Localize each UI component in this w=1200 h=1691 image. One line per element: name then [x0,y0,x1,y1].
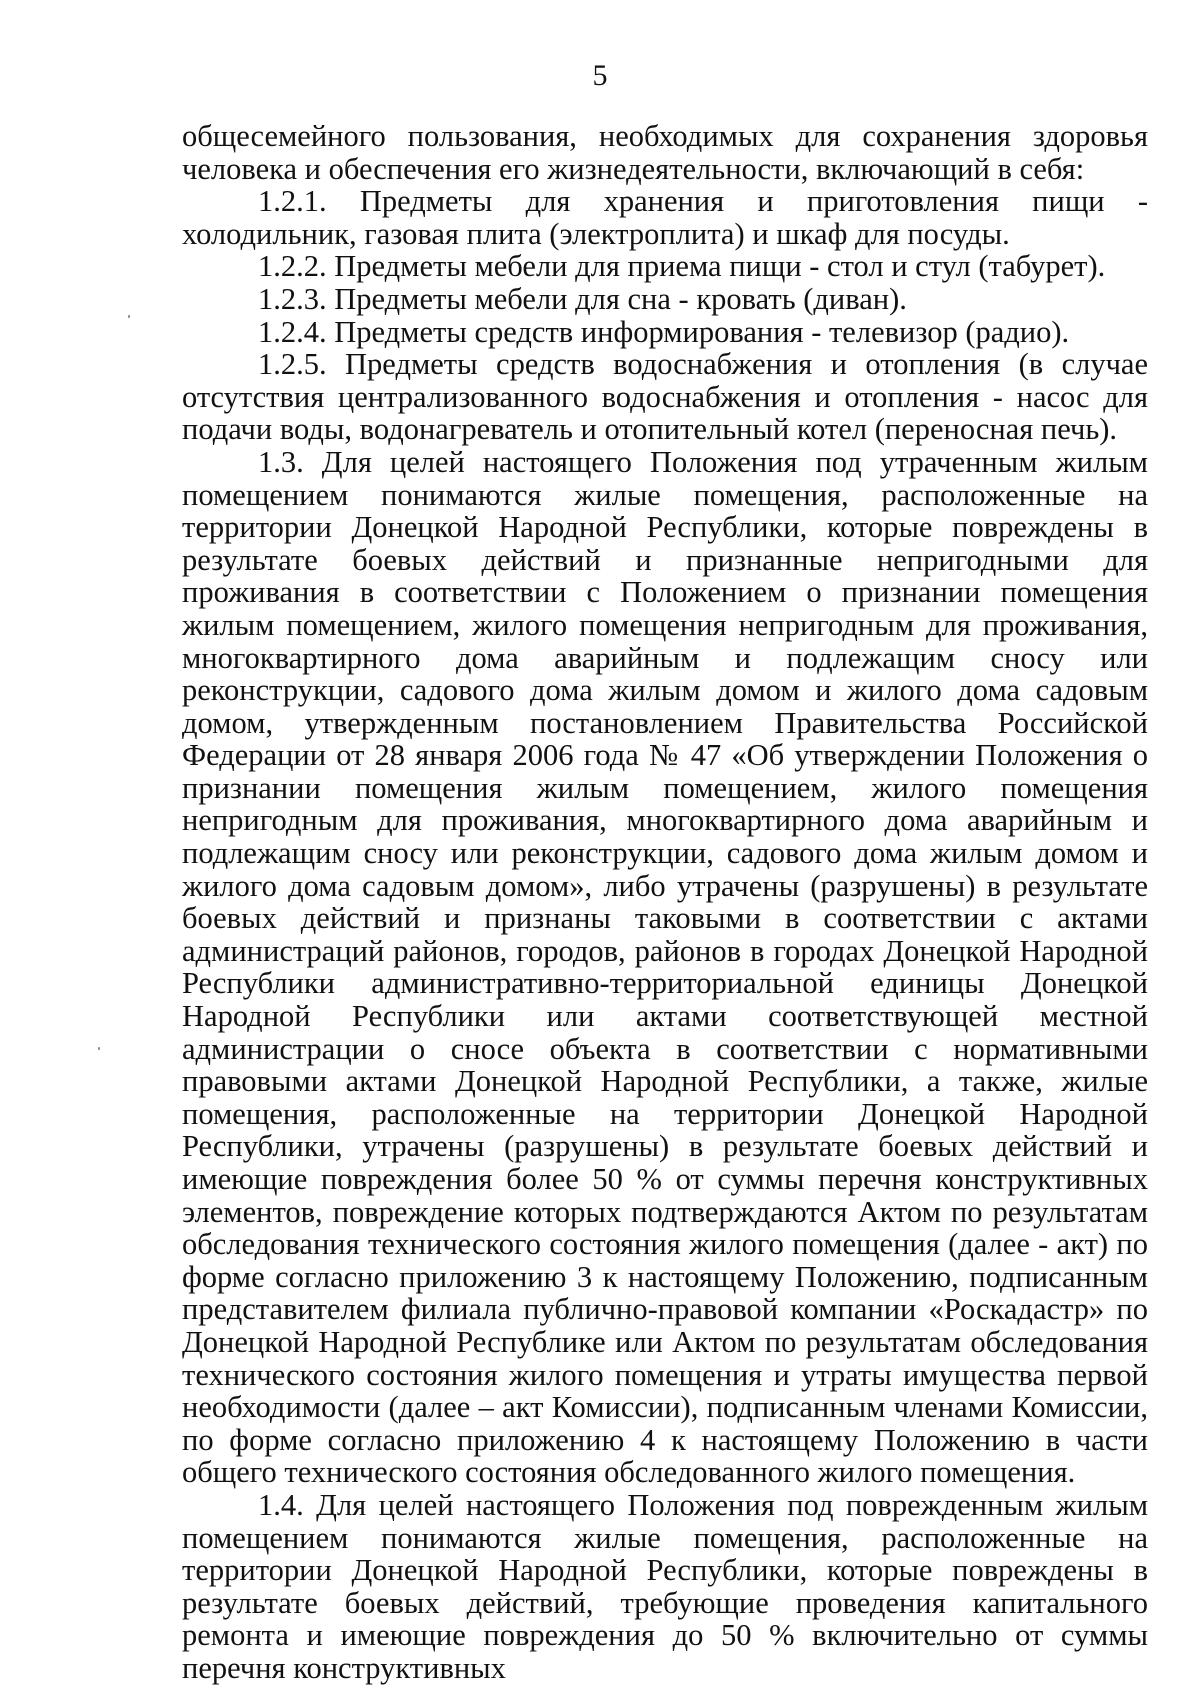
paragraph-intro-continuation: общесемейного пользования, необходимых для сохранения здоровья человека и обеспечения его жизнедеятельности, включающий в себя: [182,119,1148,186]
paragraph-1-2-5: 1.2.5. Предметы средств водоснабжения и отопления (в случае отсутствия централизованного водоснабжения и отопления - насос для подачи воды, водонагреватель и отопительный котел (переносная печь). [182,347,1148,447]
paragraph-1-3: 1.3. Для целей настоящего Положения под утраченным жилым помещением понимаются жилые помещения, расположенные на территории Донецкой Народной Республики, которые повреждены в результате боевых действий и признанные непригодными для проживания в соответствии с Положением о признании помещения жилым помещением, жилого помещения непригодным для проживания, многоквартирного дома аварийным и подлежащим сносу или реконструкции, садового дома жилым домом и жилого дома садовым домом, утвержденным постановлением Правительства Российской Федерации от 28 января 2006 года № 47 «Об утверждении Положения о признании помещения жилым помещением, жилого помещения непригодным для проживания, многоквартирного дома аварийным и подлежащим сносу или реконструкции, садового дома жилым домом и жилого дома садовым домом», либо утрачены (разрушены) в результате боевых действий и признаны таковыми в соответствии с актами администраций районов, городов, районов в городах Донецкой Народной Республики административно-территориальной единицы Донецкой Народной Республики или актами соответствующей местной администрации о сносе объекта в соответствии с нормативными правовыми актами Донецкой Народной Республики, а также, жилые помещения, расположенные на территории Донецкой Народной Республики, утрачены (разрушены) в результате боевых действий и имеющие повреждения более 50 % от суммы перечня конструктивных элементов, повреждение которых подтверждаются Актом по результатам обследования технического состояния жилого помещения (далее - акт) по форме согласно приложению 3 к настоящему Положению, подписанным представителем филиала публично-правовой компании «Роскадастр» по Донецкой Народной Республике или Актом по результатам обследования технического состояния жилого помещения и утраты имущества первой необходимости (далее – акт Комиссии), подписанным членами Комиссии, по форме согласно приложению 4 к настоящему Положению в части общего технического состояния обследованного жилого помещения. [182,444,1148,1490]
paragraph-1-2-1: 1.2.1. Предметы для хранения и приготовления пищи - холодильник, газовая плита (электроплита) и шкаф для посуды. [182,184,1148,251]
paragraph-1-2-2: 1.2.2. Предметы мебели для приема пищи - стол и стул (табурет). [258,249,1106,284]
scan-dust-mark [128,315,130,318]
paragraph-1-4: 1.4. Для целей настоящего Положения под поврежденным жилым помещением понимаются жилые помещения, расположенные на территории Донецкой Народной Республики, которые повреждены в результате боевых действий, требующие проведения капитального ремонта и имеющие повреждения до 50 % включительно от суммы перечня конструктивных [182,1487,1148,1685]
paragraph-1-2-4: 1.2.4. Предметы средств информирования - телевизор (радио). [258,314,1070,349]
page-number: 5 [592,59,608,92]
scan-dust-mark [98,1047,100,1050]
paragraph-1-2-3: 1.2.3. Предметы мебели для сна - кровать (диван). [258,281,907,316]
document-body [182,120,1148,1685]
